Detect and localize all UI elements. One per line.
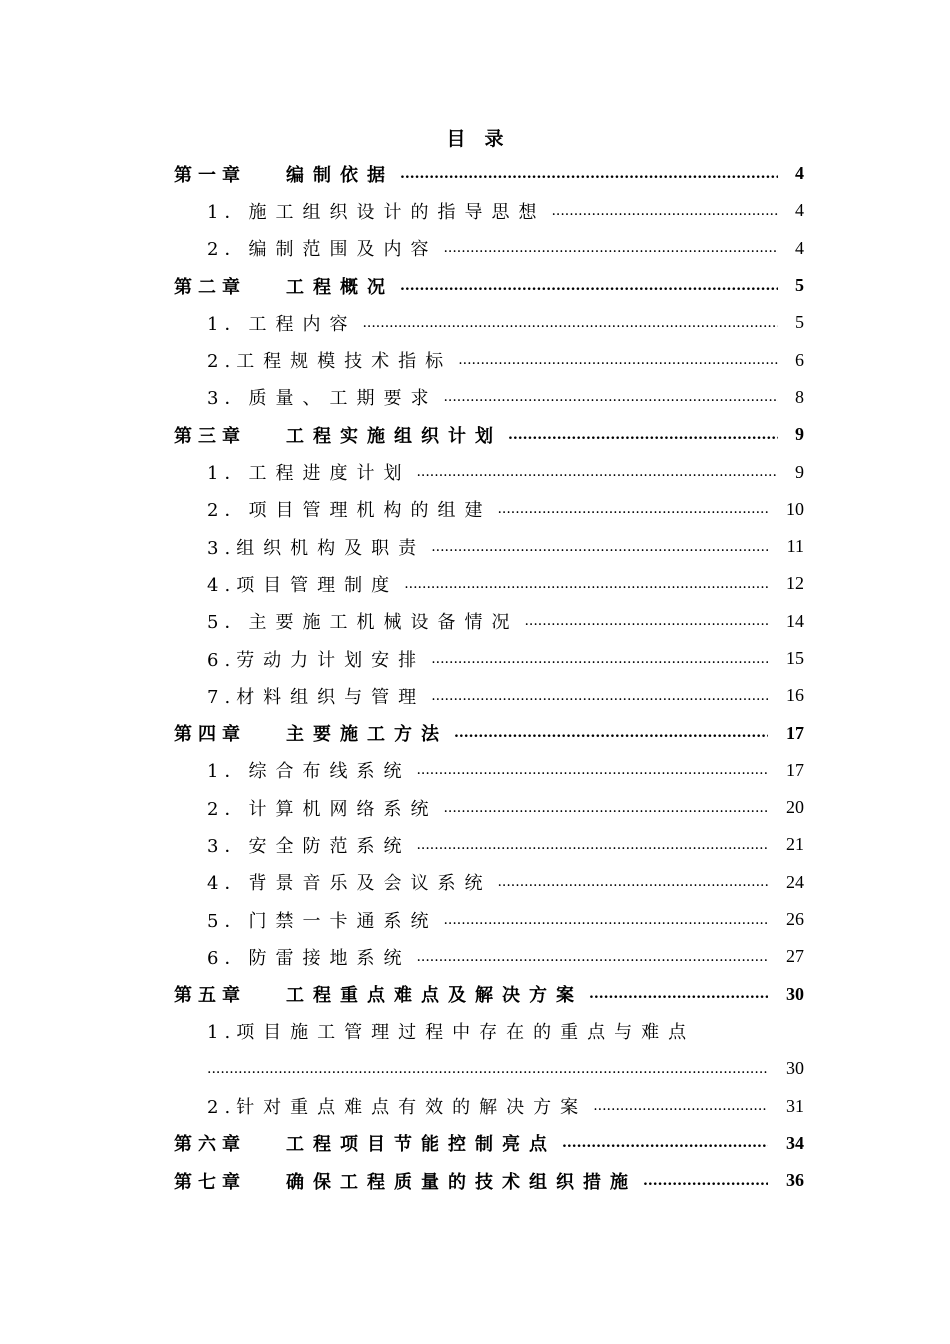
toc-dot-leader: [443, 238, 778, 258]
toc-dot-leader: [562, 1133, 768, 1153]
toc-page-number: 16: [786, 685, 804, 706]
toc-entry-number: 第七章: [174, 1171, 246, 1193]
toc-entry-text: 安全防范系统: [248, 835, 411, 857]
toc-entry-text: 材料组织与管理: [236, 686, 426, 708]
toc-entry-text: 工程项目节能控制亮点: [286, 1134, 556, 1156]
toc-entry-text: 工程内容: [248, 313, 357, 335]
toc-entry-label: [207, 235, 437, 261]
toc-section-entry[interactable]: [174, 603, 804, 640]
toc-dot-leader: [551, 201, 778, 221]
toc-entry-label: [207, 757, 410, 783]
toc-dot-leader: [362, 313, 778, 333]
toc-dot-leader: [431, 649, 768, 669]
toc-dot-leader: [443, 910, 768, 930]
toc-entry-number: 1．: [207, 313, 249, 335]
toc-entry-text: 质量、工期要求: [248, 388, 438, 410]
toc-dot-leader: [443, 798, 768, 818]
toc-page-number: 6: [795, 349, 804, 370]
toc-entry-number: 6．: [207, 947, 249, 969]
toc-section-entry[interactable]: [174, 1087, 804, 1124]
table-of-contents: [174, 155, 804, 1199]
toc-entry-label: [207, 608, 518, 634]
toc-dot-leader: [589, 984, 768, 1004]
toc-entry-text: 工程规模技术指标: [236, 351, 453, 373]
toc-entry-number: 3．: [207, 388, 249, 410]
toc-page-number: 17: [786, 722, 804, 743]
toc-section-entry[interactable]: [174, 789, 804, 826]
toc-page-number: 12: [786, 573, 804, 594]
toc-entry-text: 编制依据: [286, 164, 394, 186]
toc-entry-label: [207, 646, 425, 672]
toc-entry-number: 1．: [207, 201, 249, 223]
toc-entry-label: [174, 1168, 637, 1194]
toc-chapter-entry[interactable]: [174, 976, 804, 1013]
toc-entry-number: 第二章: [174, 276, 246, 298]
toc-section-entry[interactable]: [174, 938, 804, 975]
toc-section-entry[interactable]: [174, 901, 804, 938]
toc-entry-label: [207, 832, 410, 858]
toc-page-number: 20: [786, 797, 804, 818]
toc-entry-label: [207, 869, 491, 895]
toc-entry-label: [207, 1018, 695, 1044]
toc-section-entry[interactable]: [174, 453, 804, 490]
toc-page-number: 9: [795, 424, 804, 445]
toc-entry-text: 工程进度计划: [248, 463, 411, 485]
toc-section-entry[interactable]: [174, 752, 804, 789]
toc-section-entry[interactable]: [174, 1013, 804, 1050]
toc-entry-label: [207, 347, 452, 373]
toc-entry-number: 第五章: [174, 985, 246, 1007]
toc-entry-text: 工程实施组织计划: [286, 425, 502, 447]
toc-section-entry[interactable]: [174, 677, 804, 714]
toc-entry-number: 2.: [207, 1097, 237, 1119]
toc-entry-number: 第四章: [174, 724, 246, 746]
toc-entry-text: 综合布线系统: [248, 761, 411, 783]
toc-dot-leader: [497, 872, 768, 892]
toc-entry-text: 项目施工管理过程中存在的重点与难点: [236, 1022, 696, 1044]
toc-entry-label: [207, 496, 491, 522]
toc-page-number: 11: [786, 536, 804, 557]
toc-entry-number: 3．: [207, 835, 249, 857]
toc-entry-number: 5．: [207, 910, 249, 932]
toc-dot-leader: [497, 499, 768, 519]
toc-entry-text: 项目管理制度: [236, 574, 399, 596]
toc-dot-leader: [443, 387, 778, 407]
toc-page-number: 17: [786, 759, 804, 780]
toc-entry-number: 第一章: [174, 164, 246, 186]
toc-entry-number: 1．: [207, 761, 249, 783]
toc-entry-label: [207, 459, 410, 485]
toc-chapter-entry[interactable]: [174, 155, 804, 192]
toc-title: 目 录: [446, 128, 504, 150]
toc-dot-leader: [416, 835, 768, 855]
toc-entry-number: 2．: [207, 239, 249, 261]
toc-section-entry[interactable]: [174, 826, 804, 863]
toc-entry-text: 主要施工方法: [286, 724, 448, 746]
toc-dot-leader: [207, 1059, 768, 1079]
toc-page-number: 26: [786, 909, 804, 930]
toc-entry-text: 防雷接地系统: [248, 947, 411, 969]
toc-page-number: 30: [786, 983, 804, 1004]
toc-chapter-entry[interactable]: [174, 714, 804, 751]
toc-entry-label: [174, 422, 502, 448]
toc-dot-leader: [416, 760, 768, 780]
toc-dot-leader: [416, 947, 768, 967]
toc-dot-leader: [431, 686, 768, 706]
toc-entry-number: 7.: [207, 686, 237, 708]
toc-entry-number: 2.: [207, 351, 237, 373]
toc-chapter-entry[interactable]: [174, 1162, 804, 1199]
toc-entry-label: [207, 1093, 587, 1119]
toc-section-entry[interactable]: [174, 528, 804, 565]
toc-entry-text: 组织机构及职责: [236, 537, 426, 559]
toc-entry-label: [207, 571, 398, 597]
toc-section-entry[interactable]: [174, 491, 804, 528]
toc-page-number: 27: [786, 946, 804, 967]
toc-page-number: 21: [786, 834, 804, 855]
toc-entry-number: 第三章: [174, 425, 246, 447]
toc-entry-label: [174, 273, 394, 299]
toc-entry-label: [174, 161, 394, 187]
toc-dot-leader: [458, 350, 778, 370]
toc-section-entry[interactable]: [174, 379, 804, 416]
toc-page-number: 4: [795, 200, 804, 221]
toc-page-number: 34: [786, 1132, 804, 1153]
toc-page-number: 4: [795, 237, 804, 258]
toc-entry-label: [207, 384, 437, 410]
toc-page-number: 30: [786, 1058, 804, 1079]
toc-dot-leader: [508, 425, 778, 445]
toc-section-entry[interactable]: [174, 565, 804, 602]
toc-entry-number: 2．: [207, 500, 249, 522]
toc-entry-number: 4.: [207, 574, 237, 596]
toc-dot-leader: [431, 537, 768, 557]
toc-entry-label: [174, 720, 448, 746]
toc-entry-label: [207, 683, 425, 709]
toc-entry-label: [174, 1130, 556, 1156]
toc-dot-leader: [593, 1096, 768, 1116]
toc-page-number: 10: [786, 498, 804, 519]
toc-entry-text: 项目管理机构的组建: [248, 500, 492, 522]
toc-section-entry[interactable]: [174, 341, 804, 378]
toc-entry-label: [207, 198, 545, 224]
toc-dot-leader: [454, 723, 768, 743]
toc-entry-text: 工程重点难点及解决方案: [286, 985, 583, 1007]
toc-entry-number: 第六章: [174, 1134, 246, 1156]
toc-entry-label: [174, 981, 583, 1007]
toc-section-entry[interactable]: [174, 304, 804, 341]
toc-entry-number: 6.: [207, 649, 237, 671]
toc-page-number: 15: [786, 648, 804, 668]
toc-entry-text: 计算机网络系统: [248, 798, 438, 820]
toc-dot-leader: [643, 1171, 768, 1191]
toc-dot-leader: [400, 276, 778, 296]
toc-page-number: 24: [786, 871, 804, 892]
toc-page-number: 4: [795, 163, 804, 184]
toc-entry-text: 确保工程质量的技术组织措施: [286, 1171, 637, 1193]
toc-entry-number: 4．: [207, 873, 249, 895]
toc-entry-text: 劳动力计划安排: [236, 649, 426, 671]
toc-page-number: 5: [795, 312, 804, 333]
toc-entry-text: 背景音乐及会议系统: [248, 873, 492, 895]
toc-section-entry[interactable]: [174, 864, 804, 901]
toc-section-entry[interactable]: [174, 230, 804, 267]
toc-entry-number: 3.: [207, 537, 237, 559]
toc-entry-number: 2．: [207, 798, 249, 820]
toc-entry-text: 施工组织设计的指导思想: [248, 201, 546, 223]
toc-chapter-entry[interactable]: [174, 416, 804, 453]
toc-page-number: 36: [786, 1170, 804, 1191]
toc-entry-text: 编制范围及内容: [248, 239, 438, 261]
toc-entry-text: 工程概况: [286, 276, 394, 298]
toc-entry-text: 门禁一卡通系统: [248, 910, 438, 932]
toc-entry-text: 主要施工机械设备情况: [248, 612, 519, 634]
toc-entry-label: [207, 907, 437, 933]
toc-entry-label: [207, 310, 356, 336]
toc-entry-label: [207, 795, 437, 821]
toc-dot-leader: [404, 574, 768, 594]
toc-dot-leader: [416, 462, 778, 482]
toc-entry-label: [207, 534, 425, 560]
toc-entry-number: 5．: [207, 612, 249, 634]
toc-section-entry[interactable]: [174, 192, 804, 229]
toc-page-number: 5: [795, 275, 804, 296]
toc-entry-text: 针对重点难点有效的解决方案: [236, 1097, 588, 1119]
toc-page-number: 8: [795, 386, 804, 407]
toc-section-entry[interactable]: [174, 1050, 804, 1087]
toc-dot-leader: [524, 611, 768, 631]
toc-chapter-entry[interactable]: [174, 267, 804, 304]
toc-chapter-entry[interactable]: [174, 1125, 804, 1162]
toc-entry-label: [207, 944, 410, 970]
toc-page-number: 31: [786, 1095, 804, 1116]
toc-page-number: 14: [786, 610, 804, 631]
toc-entry-number: 1．: [207, 463, 249, 485]
toc-entry-number: 1.: [207, 1022, 237, 1044]
toc-section-entry[interactable]: [174, 640, 804, 677]
toc-dot-leader: [400, 164, 778, 184]
toc-page-number: 9: [795, 461, 804, 482]
